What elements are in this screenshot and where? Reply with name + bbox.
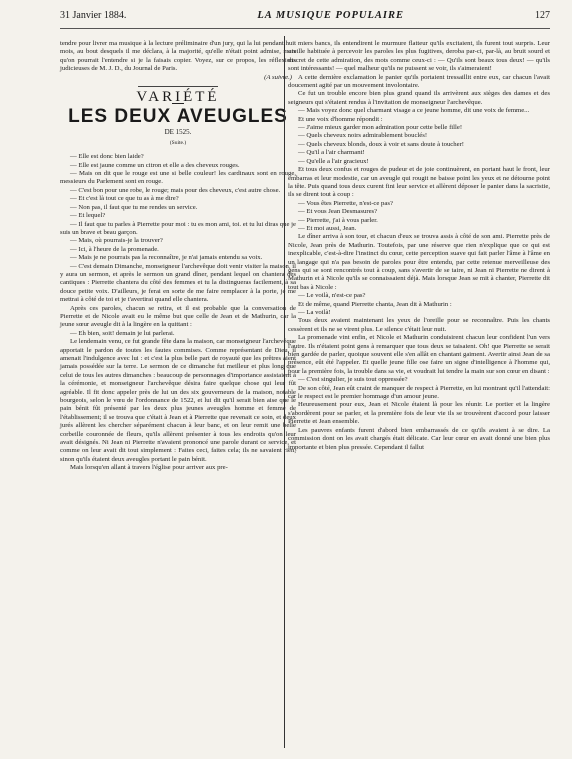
- paragraph: — Et c'est là tout ce que tu as à me dire?: [70, 195, 179, 203]
- right-paragraphs: [288, 40, 550, 452]
- paragraph: — Quels cheveux blonds, doux à voir et sans doute à toucher!: [298, 140, 465, 148]
- to-be-continued: (A suivre.): [264, 73, 292, 81]
- paragraph: Heureusement pour eux, Jean et Nicole étaient là pour les réunir. Le portier et la lingère s'abordèrent pour se parler, et la première fois de leur vie ils se trouvèrent d'accord pour laisser Pierrette et Jean ensemble.: [288, 401, 550, 426]
- paragraph: Le lendemain venu, ce fut grande fête dans la maison, car monseigneur l'archevêque apportait le pardon de toutes les fautes commises. Comme représentant de Dieu, il amenait l'indulgence avec lui : et c'est la plus belle part de royauté que les prêtres aient jamais possédée sur la terre. Le sermon de ce dimanche fut meilleur et plus long que celui de tous les autres dimanches : beaucoup de personnages d'importance assistaient à la cérémonie, et monseigneur l'archevêque désira faire quelque chose qui leur fût agréable. Il fit donc appeler près de lui un des six gouverneurs de la maison, notable bourgeois, selon le vœu de l'ordonnance de 1522, et lui dit qu'il serait bien aise que le pain bénit fût présenté par les deux plus jeunes aveugles homme et femme de l'établissement; il se trouva que c'était à Jean et à Pierrette que revenait ce soin, et deux jurés allèrent les chercher séparément chacun à leur banc, et on leur remit une belle corbeille couronnée de fleurs, qu'ils allèrent présenter à tous les endroits qu'on leur avait désignés. Ni Jean ni Pierrette n'avaient prononcé une parole durant ce service, et comme on leur avait dit tout simplement : Faites ceci, faites cela; ils ne savaient rien, sinon qu'ils étaient deux aveugles portant le pain bénit.: [60, 338, 296, 463]
- paragraph: — Eh bien, soit! demain je lui parlerai.: [70, 329, 175, 337]
- paragraph: — Qu'il a l'air charmant!: [298, 149, 365, 157]
- page-header: [60, 10, 550, 29]
- paragraph: — Mais on dit que le rouge est une si belle couleur! les cardinaux sont en rouge, messieurs du Parlement sont en rouge.: [60, 170, 296, 186]
- paragraph: — Et moi aussi, Jean.: [298, 224, 357, 232]
- paragraph: — Mais voyez donc quel charmant visage a ce jeune homme, dit une voix de femme...: [298, 107, 530, 115]
- paragraph: — Et vous Jean Desmasures?: [298, 208, 378, 216]
- paragraph: — Pierrette, j'ai à vous parler.: [298, 216, 378, 224]
- paragraph: — J'aime mieux garder mon admiration pour cette belle fille!: [298, 124, 463, 132]
- paragraph: — Elle est jaune comme un citron et elle a des cheveux rouges.: [70, 161, 240, 169]
- paragraph: — Qu'elle a l'air gracieux!: [298, 157, 369, 165]
- paragraph: — Quels cheveux noirs admirablement bouclés!: [298, 132, 428, 140]
- paragraph: A cette dernière exclamation le panier qu'ils portaient tressaillit entre eux, car chacun l'avait doucement agité par un mouvement involontaire.: [288, 73, 550, 90]
- paragraph: Le dîner arriva à son tour, et chacun d'eux se trouva assis à côté de son ami. Pierrette près de Nicole, Jean près de Mathurin. Toutefois, par une réserve que rien n'explique que ce qui est inexplicable, c'est-à-dire l'instinct du cœur, cette perception suave qui fait parler l'âme à l'âme en un langage qui n'a pas besoin de paroles pour être entendu, par cette retenue merveilleuse des gens qui se sont rencontrés tout à coup, sans s'avertir de se taire, ni Jean ni Pierrette ne dirent à Mathurin et à Nicole qu'ils se connaissaient déjà. Mais lorsque Jean se mit à chanter, Pierrette dit tout bas à Nicole :: [288, 233, 550, 291]
- paragraph: miers bancs, ils entendirent le murmure flatteur qu'ils excitaient, ils furent tout surpris. Leur oreille habituée à percevoir les paroles les plus fugitives, deroba par-ci, par-là, au bruit sourd et discret de cette admiration, des mots comme ceux-ci : — Qu'ils sont beaux tous deux! — qu'ils sont intéressants! — quel malheur qu'ils ne puissent se voir, ils s'aimeraient!: [288, 40, 550, 73]
- story-suite: (Suite.): [169, 139, 187, 146]
- paragraph: Après ces paroles, chacun se retira, et il est probable que la conversation de Pierrette et de Nicole avait eu le même but que celle de Jean et de Mathurin, car la jeune sœur aveugle dit à la lingère en la quittant :: [60, 304, 296, 329]
- column-rule: [284, 36, 285, 748]
- paragraph: — Le voilà, n'est-ce pas?: [298, 292, 366, 300]
- paragraph: — C'est bon pour une robe, le rouge; mais pour des cheveux, c'est autre chose.: [70, 186, 281, 194]
- left-paragraphs: [60, 153, 296, 472]
- header-date: 31 Janvier 1884.: [60, 10, 127, 21]
- paragraph: Tous deux avaient maintenant les yeux de l'oreille pour se reconnaître. Puis les chants cessèrent et ils ne se virent plus. Le silence c'était leur nuit.: [288, 317, 550, 333]
- story-title: LES DEUX AVEUGLES: [68, 106, 288, 128]
- right-column: [288, 40, 550, 452]
- paragraph: — Mais je ne pourrais pas la reconnaître, je n'ai jamais entendu sa voix.: [70, 254, 263, 262]
- paragraph: — Non pas, il faut que tu me rendes un service.: [70, 203, 198, 211]
- paragraph: — La voilà!: [298, 309, 331, 316]
- header-page-number: 127: [535, 10, 550, 21]
- header-title: LA MUSIQUE POPULAIRE: [257, 10, 404, 21]
- paragraph: Mais lorsqu'en allant à travers l'église pour arriver aux pre-: [70, 464, 228, 472]
- intro-paragraph: tendre pour livrer ma musique à la lecture préliminaire d'un jury, qui la lui pendant huit mois, au bout desquels il me déclara, à la majorité, qu'elle n'était point admise, mais qu'on pourrait l'entendre si je la faisais copier. Voyez, sur ce propos, les réflexions judicieuses de M. J. D., du Journal de Paris.: [60, 40, 296, 73]
- story-subtitle: DE 1525.: [164, 128, 192, 137]
- paragraph: La promenade vint enfin, et Nicole et Mathurin conduisirent chacun leur confident l'un vers l'autre. Ils n'étaient point gens à remarquer que tous deux se taisaient. Oh! que Pierrette se serait bien gardée de parler, quoique souvent elle s'en allât en chantant gaiment. Avertir ainsi Jean de sa présence, eût été l'appeler. Et quelle jeune fille ose faire un signe d'intelligence à l'homme qui, pour la première fois, la trouble dans sa vie, et voudrait lui tendre la main sur son cœur en disant :: [288, 334, 550, 375]
- paragraph: — Vous êtes Pierrette, n'est-ce pas?: [298, 199, 393, 207]
- paragraph: — Elle est donc bien laide?: [70, 153, 144, 161]
- paragraph: — Ici, à l'heure de la promenade.: [70, 245, 159, 253]
- left-column: [60, 40, 296, 473]
- paragraph: — C'est singulier, je suis tout oppressée?: [298, 376, 408, 384]
- paragraph: — C'est demain Dimanche, monseigneur l'archevêque doit venir visiter la maison, il y aura un sermon, et après le sermon un grand dîner, pendant lequel on chantera des cantiques : Pierrette chantera du côté des femmes et tu la distingueras facilement, à sa douce petite voix. D'ailleurs, je ferai en sorte de me faire remplacer à la porte, je me mettrai à côté de toi et je t'avertirai quand elle chantera.: [60, 262, 296, 304]
- paragraph: Et de même, quand Pierrette chanta, Jean dit à Mathurin :: [298, 300, 452, 308]
- paragraph: Les pauvres enfants furent d'abord bien embarrassés de ce qu'ils avaient à se dire. La commission dont on les avait chargés était délicate. Car leur cœur en avait donné une bien plus importante et bien plus pressée. Cependant il fallut: [288, 426, 550, 451]
- section-label: VARIÉTÉ: [136, 89, 220, 106]
- paragraph: Et tous deux confus et rouges de pudeur et de joie continuèrent, en portant haut le front, leur embarras et leur modestie, car un aveugle qui rougit ne baisse point les yeux et ne détourne point la tête. Puis quand tous deux curent fini leur service et allèrent déposer le panier dans la sacristie, ils se dirent tout à coup :: [288, 166, 550, 199]
- paragraph: Et une voix d'homme répondit :: [298, 115, 383, 123]
- paragraph: Ce fut un trouble encore bien plus grand quand ils arrivèrent aux sièges des dames et des seigneurs qui s'étaient rendus à l'invitation de monseigneur l'archevêque.: [288, 90, 550, 106]
- paragraph: De son côté, Jean eût craint de manquer de respect à Pierrette, en lui montrant qu'il l'attendait: car le respect est le premier hommage d'un amour jeune.: [288, 384, 550, 401]
- paragraph: — Et lequel?: [70, 212, 106, 220]
- paragraph: — Il faut que tu parles à Pierrette pour moi : tu es mon ami, toi. et tu lui diras que je suis un brave et beau garçon.: [60, 220, 296, 236]
- paragraph: — Mais, où pourrais-je la trouver?: [70, 237, 163, 245]
- section-separator: [138, 86, 218, 87]
